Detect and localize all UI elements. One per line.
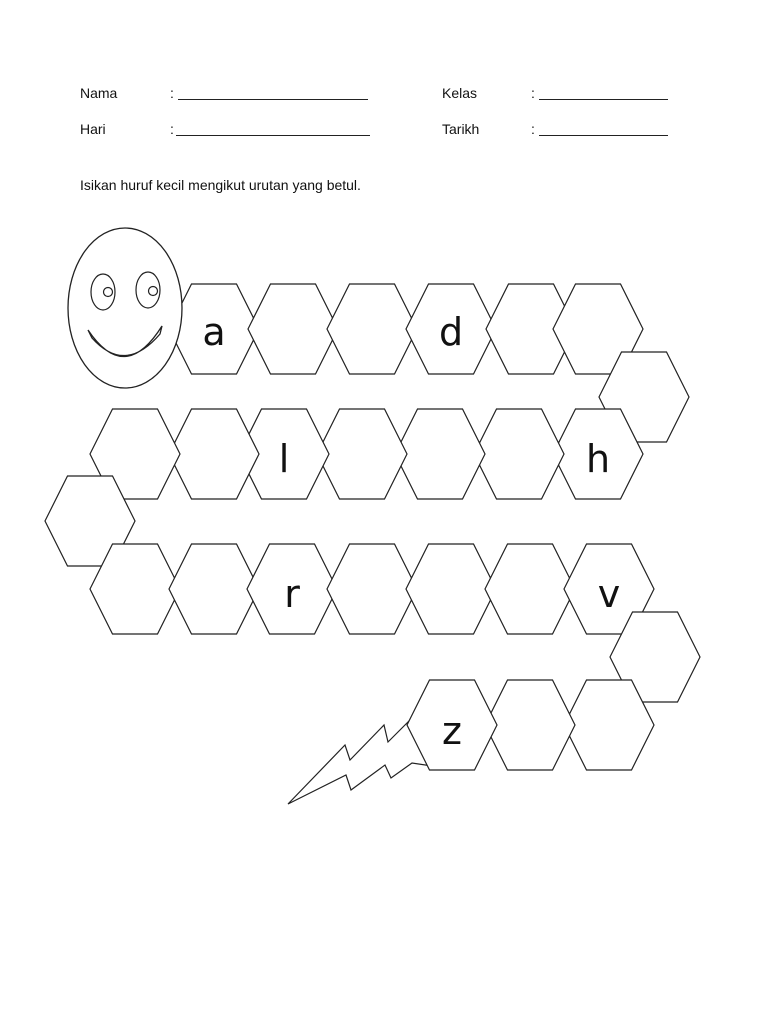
letter-a: a [202, 310, 226, 354]
letter-h: h [585, 437, 611, 481]
smiley-face-icon [68, 228, 182, 388]
snake-hex-cell[interactable] [485, 680, 575, 770]
snake-hex-cell[interactable] [406, 544, 496, 634]
hari-colon: : [170, 121, 174, 137]
tarikh-colon: : [531, 121, 535, 137]
nama-colon: : [170, 85, 174, 101]
letter-l: l [278, 437, 290, 481]
snake-hex-cell[interactable] [169, 409, 259, 499]
snake-hex-cell[interactable] [169, 544, 259, 634]
letter-r: r [284, 572, 300, 616]
letter-z: z [442, 709, 462, 753]
kelas-colon: : [531, 85, 535, 101]
hari-label: Hari [80, 121, 106, 137]
nama-label: Nama [80, 85, 118, 101]
snake-hex-cell[interactable] [248, 284, 338, 374]
snake-hex-cell[interactable] [327, 284, 417, 374]
snake-hex-cell[interactable] [327, 544, 417, 634]
letter-v: v [597, 572, 621, 616]
kelas-label: Kelas [442, 85, 478, 101]
snake-hex-cell[interactable] [474, 409, 564, 499]
tarikh-label: Tarikh [442, 121, 480, 137]
letter-d: d [438, 310, 464, 354]
snake-hex-cell[interactable] [317, 409, 407, 499]
instruction-text: Isikan huruf kecil mengikut urutan yang betul. [80, 177, 361, 193]
snake-hex-cell[interactable] [395, 409, 485, 499]
snake-hex-cell[interactable] [485, 544, 575, 634]
